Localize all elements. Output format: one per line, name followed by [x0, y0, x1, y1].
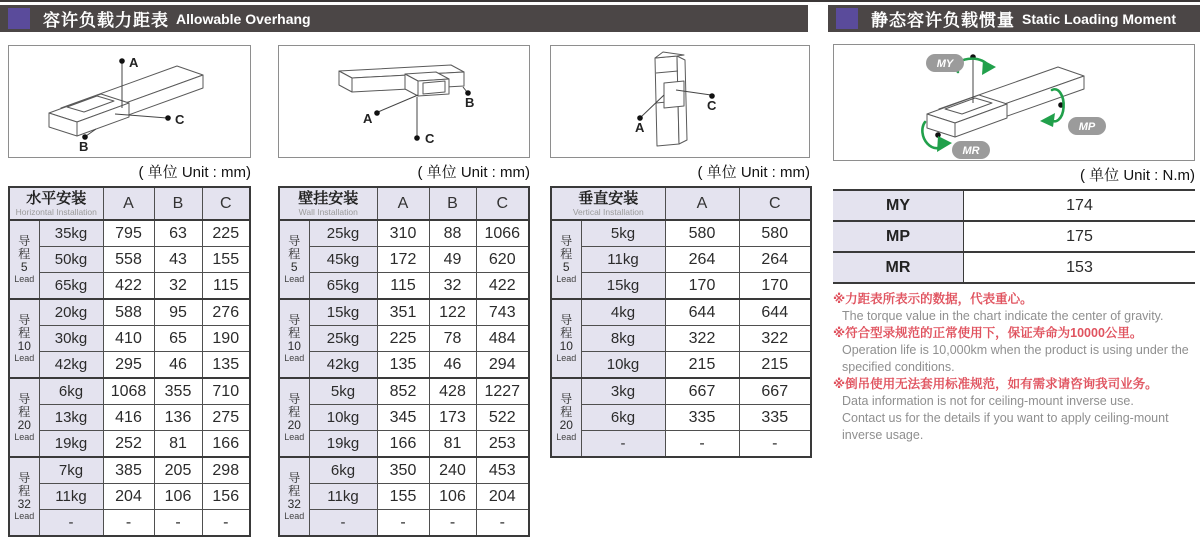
- value-cell: 335: [665, 405, 739, 431]
- point-a-label: A: [129, 55, 139, 70]
- table-row: [279, 299, 529, 326]
- mr-label: MR: [962, 145, 980, 157]
- value-cell: 298: [202, 457, 250, 484]
- table-row: [279, 431, 529, 458]
- value-cell: 644: [739, 299, 811, 326]
- point-a-dot: [374, 110, 380, 116]
- column-header-b: B: [429, 187, 476, 220]
- unit-label: ( 单位 Unit : mm): [417, 164, 530, 181]
- value-cell: 335: [739, 405, 811, 431]
- load-cell: 19kg: [309, 431, 377, 458]
- moment-label: MP: [833, 221, 964, 252]
- section-title-en: Static Loading Moment: [1022, 10, 1176, 27]
- lead-cn-char: 导: [288, 471, 301, 485]
- lead-cell: [551, 299, 581, 378]
- table-row: [9, 457, 250, 484]
- table-row: [279, 484, 529, 510]
- accent-square-icon: [836, 8, 858, 29]
- value-cell: 65: [154, 326, 202, 352]
- lead-cn-char: 程: [18, 484, 31, 498]
- point-b-label: B: [465, 95, 475, 110]
- lead-en: Lead: [14, 274, 35, 284]
- horizontal-installation-column: [8, 45, 251, 537]
- lead-number: 10: [17, 339, 31, 353]
- value-cell: 136: [154, 405, 202, 431]
- value-cell: 580: [665, 220, 739, 247]
- lead-cell: [9, 457, 39, 536]
- load-cell: 8kg: [581, 326, 665, 352]
- note-line-en: Contact us for the details if you want to apply ceiling-mount: [842, 411, 1169, 425]
- value-cell: 264: [665, 247, 739, 273]
- lead-number: 20: [559, 418, 573, 432]
- value-cell: -: [377, 510, 429, 537]
- load-cell: 6kg: [581, 405, 665, 431]
- note-line-en: specified conditions.: [842, 360, 955, 374]
- table-row: [551, 378, 811, 405]
- value-cell: 240: [429, 457, 476, 484]
- page-top-rule: [0, 0, 1200, 2]
- wall-installation-diagram: [278, 45, 530, 158]
- value-cell: 355: [154, 378, 202, 405]
- table-title: [279, 187, 377, 220]
- table-row: [279, 405, 529, 431]
- lead-en: Lead: [284, 274, 305, 284]
- value-cell: 166: [377, 431, 429, 458]
- load-cell: 5kg: [309, 378, 377, 405]
- moment-label: MY: [833, 190, 964, 221]
- note-line-en: inverse usage.: [842, 428, 924, 442]
- lead-number: 20: [287, 418, 301, 432]
- lead-cell: [279, 299, 309, 378]
- section-title-cn: 容许负载力距表: [43, 11, 169, 30]
- value-cell: 453: [476, 457, 529, 484]
- lead-cn-char: 程: [18, 326, 31, 340]
- point-a-dot: [119, 58, 125, 64]
- load-cell: 10kg: [581, 352, 665, 379]
- lead-number: 10: [559, 339, 573, 353]
- load-cell: 35kg: [39, 220, 103, 247]
- unit-label: ( 单位 Unit : N.m): [1080, 167, 1195, 184]
- note-line-cn: ※力距表所表示的数据，代表重心。: [833, 292, 1033, 306]
- value-cell: 122: [429, 299, 476, 326]
- lead-number: 5: [20, 260, 28, 274]
- value-cell: 350: [377, 457, 429, 484]
- table-title-cn: 水平安装: [26, 189, 87, 207]
- section-header-allowable-overhang: [0, 5, 808, 32]
- moment-row: [833, 252, 1195, 283]
- lead-number: 10: [287, 339, 301, 353]
- moment-value: 174: [964, 190, 1196, 221]
- lead-cn-char: 导: [288, 234, 301, 248]
- lead-cell: [9, 299, 39, 378]
- value-cell: 264: [739, 247, 811, 273]
- unit-label: ( 单位 Unit : mm): [138, 164, 251, 181]
- load-cell: 50kg: [39, 247, 103, 273]
- value-cell: 156: [202, 484, 250, 510]
- value-cell: 106: [154, 484, 202, 510]
- value-cell: 276: [202, 299, 250, 326]
- section-title-cn: 静态容许负载惯量: [871, 11, 1015, 30]
- table-row: [551, 220, 811, 247]
- value-cell: 667: [739, 378, 811, 405]
- table-row: [279, 326, 529, 352]
- value-cell: 190: [202, 326, 250, 352]
- value-cell: 205: [154, 457, 202, 484]
- load-cell: 10kg: [309, 405, 377, 431]
- value-cell: 155: [202, 247, 250, 273]
- value-cell: 422: [476, 273, 529, 300]
- table-row: [551, 299, 811, 326]
- note-line-en: Operation life is 10,000km when the product is using under the: [842, 343, 1189, 357]
- column-header-b: B: [154, 187, 202, 220]
- lead-cell: [279, 220, 309, 299]
- table-row: [9, 273, 250, 300]
- value-cell: 294: [476, 352, 529, 379]
- table-row: [9, 299, 250, 326]
- table-row: [9, 220, 250, 247]
- column-header-c: C: [476, 187, 529, 220]
- wall-installation-column: [278, 45, 530, 537]
- lead-cn-char: 导: [18, 313, 31, 327]
- value-cell: 106: [429, 484, 476, 510]
- mr-arrowhead: [937, 136, 952, 152]
- value-cell: 115: [202, 273, 250, 300]
- value-cell: 252: [103, 431, 154, 458]
- point-b-label: B: [79, 139, 89, 154]
- lead-cn-char: 程: [18, 405, 31, 419]
- value-cell: 32: [154, 273, 202, 300]
- value-cell: 588: [103, 299, 154, 326]
- table-row: [9, 247, 250, 273]
- value-cell: 115: [377, 273, 429, 300]
- value-cell: 155: [377, 484, 429, 510]
- load-cell: -: [39, 510, 103, 537]
- table-title-en: Vertical Installation: [572, 206, 644, 217]
- vertical-installation-column: [550, 45, 810, 458]
- lead-number: 32: [287, 497, 301, 511]
- section-title-en: Allowable Overhang: [176, 10, 311, 27]
- load-cell: 30kg: [39, 326, 103, 352]
- section-header-static-loading-moment: [828, 5, 1200, 32]
- table-row: [9, 431, 250, 458]
- note-line-cn: ※符合型录规范的正常使用下，保证寿命为10000公里。: [833, 326, 1143, 340]
- wall-installation-table: [278, 186, 530, 537]
- value-cell: 170: [739, 273, 811, 300]
- lead-cn-char: 程: [18, 247, 31, 261]
- column-header-a: A: [377, 187, 429, 220]
- lead-cn-char: 导: [560, 234, 573, 248]
- load-cell: 65kg: [309, 273, 377, 300]
- load-cell: 45kg: [309, 247, 377, 273]
- table-row: [9, 378, 250, 405]
- table-title: [551, 187, 665, 220]
- value-cell: 522: [476, 405, 529, 431]
- static-loading-moment-column: [833, 44, 1195, 444]
- lead-en: Lead: [14, 511, 35, 521]
- table-row: [551, 405, 811, 431]
- lead-cn-char: 导: [18, 392, 31, 406]
- table-title-cn: 壁挂安装: [298, 189, 359, 207]
- value-cell: 225: [202, 220, 250, 247]
- lead-en: Lead: [14, 432, 35, 442]
- value-cell: 743: [476, 299, 529, 326]
- value-cell: -: [429, 510, 476, 537]
- value-cell: 63: [154, 220, 202, 247]
- lead-cn-char: 程: [560, 326, 573, 340]
- moment-label: MR: [833, 252, 964, 283]
- footnotes: [833, 291, 1195, 444]
- load-cell: 25kg: [309, 326, 377, 352]
- lead-en: Lead: [284, 432, 305, 442]
- value-cell: 46: [429, 352, 476, 379]
- lead-number: 20: [17, 418, 31, 432]
- point-c-label: C: [425, 131, 435, 146]
- value-cell: 416: [103, 405, 154, 431]
- note-line-en: The torque value in the chart indicate the center of gravity.: [842, 309, 1164, 323]
- value-cell: 410: [103, 326, 154, 352]
- table-row: [551, 247, 811, 273]
- value-cell: 620: [476, 247, 529, 273]
- column-header-c: C: [202, 187, 250, 220]
- table-row: [9, 405, 250, 431]
- lead-en: Lead: [556, 432, 577, 442]
- load-cell: 15kg: [581, 273, 665, 300]
- lead-cell: [551, 220, 581, 299]
- value-cell: 385: [103, 457, 154, 484]
- table-row: [279, 457, 529, 484]
- value-cell: 78: [429, 326, 476, 352]
- table-row: [9, 326, 250, 352]
- load-cell: 5kg: [581, 220, 665, 247]
- table-row: [551, 431, 811, 458]
- value-cell: 795: [103, 220, 154, 247]
- load-cell: 6kg: [309, 457, 377, 484]
- rail-moment-icon: [834, 45, 1192, 160]
- lead-number: 5: [290, 260, 298, 274]
- table-row: [279, 378, 529, 405]
- accent-square-icon: [8, 8, 30, 29]
- load-cell: -: [581, 431, 665, 458]
- value-cell: 204: [103, 484, 154, 510]
- value-cell: -: [739, 431, 811, 458]
- value-cell: 135: [377, 352, 429, 379]
- table-row: [279, 247, 529, 273]
- table-row: [279, 220, 529, 247]
- table-row: [279, 510, 529, 537]
- point-a-label: A: [635, 120, 645, 135]
- lead-number: 32: [17, 497, 31, 511]
- value-cell: 43: [154, 247, 202, 273]
- table-title-en: Horizontal Installation: [15, 206, 97, 217]
- table-title-cn: 垂直安装: [578, 189, 639, 207]
- load-cell: 11kg: [39, 484, 103, 510]
- value-cell: 1066: [476, 220, 529, 247]
- value-cell: -: [665, 431, 739, 458]
- lead-cn-char: 导: [560, 392, 573, 406]
- moment-table: [833, 189, 1195, 284]
- value-cell: 351: [377, 299, 429, 326]
- table-row: [9, 484, 250, 510]
- lead-en: Lead: [284, 353, 305, 363]
- lead-en: Lead: [14, 353, 35, 363]
- lead-cn-char: 导: [288, 313, 301, 327]
- lead-cn-char: 导: [288, 392, 301, 406]
- lead-cn-char: 导: [18, 234, 31, 248]
- value-cell: 1227: [476, 378, 529, 405]
- value-cell: 484: [476, 326, 529, 352]
- value-cell: 170: [665, 273, 739, 300]
- point-c-label: C: [175, 112, 185, 127]
- load-cell: 42kg: [39, 352, 103, 379]
- load-cell: 42kg: [309, 352, 377, 379]
- value-cell: 173: [429, 405, 476, 431]
- point-c-label: C: [707, 98, 717, 113]
- moment-diagram: [833, 44, 1195, 161]
- note-line-en: Data information is not for ceiling-mount inverse use.: [842, 394, 1134, 408]
- value-cell: 580: [739, 220, 811, 247]
- value-cell: 32: [429, 273, 476, 300]
- table-title: [9, 187, 103, 220]
- value-cell: 46: [154, 352, 202, 379]
- mp-arrowhead: [1040, 113, 1055, 127]
- lead-cn-char: 程: [288, 326, 301, 340]
- lead-cn-char: 程: [288, 484, 301, 498]
- value-cell: 322: [665, 326, 739, 352]
- point-c-dot: [165, 115, 171, 121]
- value-cell: 81: [154, 431, 202, 458]
- table-row: [9, 510, 250, 537]
- value-cell: -: [202, 510, 250, 537]
- point-c-dot: [414, 135, 420, 141]
- lead-cn-char: 导: [18, 471, 31, 485]
- my-arrowhead: [982, 60, 996, 75]
- load-cell: 11kg: [309, 484, 377, 510]
- value-cell: 1068: [103, 378, 154, 405]
- value-cell: 49: [429, 247, 476, 273]
- column-header-a: A: [665, 187, 739, 220]
- value-cell: 295: [103, 352, 154, 379]
- rail-wall-icon: [279, 46, 529, 157]
- value-cell: 852: [377, 378, 429, 405]
- load-cell: 4kg: [581, 299, 665, 326]
- value-cell: 275: [202, 405, 250, 431]
- load-cell: 6kg: [39, 378, 103, 405]
- load-cell: 65kg: [39, 273, 103, 300]
- table-row: [551, 326, 811, 352]
- value-cell: 95: [154, 299, 202, 326]
- load-cell: -: [309, 510, 377, 537]
- value-cell: 204: [476, 484, 529, 510]
- value-cell: 422: [103, 273, 154, 300]
- load-cell: 15kg: [309, 299, 377, 326]
- unit-label: ( 单位 Unit : mm): [697, 164, 810, 181]
- value-cell: -: [154, 510, 202, 537]
- value-cell: 215: [739, 352, 811, 379]
- note-line-cn: ※倒吊使用无法套用标准规范，如有需求请咨询我司业务。: [833, 377, 1158, 391]
- horizontal-installation-diagram: [8, 45, 251, 158]
- value-cell: 225: [377, 326, 429, 352]
- load-cell: 13kg: [39, 405, 103, 431]
- value-cell: 172: [377, 247, 429, 273]
- lead-cn-char: 程: [288, 405, 301, 419]
- table-row: [551, 352, 811, 379]
- moment-row: [833, 190, 1195, 221]
- value-cell: 215: [665, 352, 739, 379]
- value-cell: 558: [103, 247, 154, 273]
- lead-cell: [279, 378, 309, 457]
- table-title-en: Wall Installation: [298, 206, 358, 217]
- value-cell: 710: [202, 378, 250, 405]
- value-cell: 310: [377, 220, 429, 247]
- mp-label: MP: [1078, 121, 1096, 133]
- table-row: [551, 273, 811, 300]
- value-cell: 644: [665, 299, 739, 326]
- value-cell: 135: [202, 352, 250, 379]
- rail-isometric-icon: [9, 46, 250, 157]
- rail-vertical-icon: [551, 46, 809, 157]
- lead-cn-char: 程: [560, 405, 573, 419]
- lead-cn-char: 程: [288, 247, 301, 261]
- value-cell: 322: [739, 326, 811, 352]
- lead-cell: [9, 220, 39, 299]
- lead-cell: [551, 378, 581, 457]
- lead-number: 5: [562, 260, 570, 274]
- value-cell: 345: [377, 405, 429, 431]
- value-cell: -: [476, 510, 529, 537]
- vertical-installation-diagram: [550, 45, 810, 158]
- value-cell: -: [103, 510, 154, 537]
- value-cell: 81: [429, 431, 476, 458]
- load-cell: 25kg: [309, 220, 377, 247]
- lead-cn-char: 导: [560, 313, 573, 327]
- load-cell: 3kg: [581, 378, 665, 405]
- point-a-label: A: [363, 111, 373, 126]
- horizontal-installation-table: [8, 186, 251, 537]
- moment-value: 175: [964, 221, 1196, 252]
- load-cell: 20kg: [39, 299, 103, 326]
- lead-cn-char: 程: [560, 247, 573, 261]
- my-label: MY: [936, 58, 954, 70]
- load-cell: 19kg: [39, 431, 103, 458]
- value-cell: 88: [429, 220, 476, 247]
- moment-value: 153: [964, 252, 1196, 283]
- value-cell: 667: [665, 378, 739, 405]
- lead-en: Lead: [556, 274, 577, 284]
- column-header-c: C: [739, 187, 811, 220]
- moment-row: [833, 221, 1195, 252]
- lead-en: Lead: [556, 353, 577, 363]
- load-cell: 7kg: [39, 457, 103, 484]
- table-row: [9, 352, 250, 379]
- lead-cell: [9, 378, 39, 457]
- table-row: [279, 273, 529, 300]
- vertical-installation-table: [550, 186, 812, 458]
- table-row: [279, 352, 529, 379]
- value-cell: 166: [202, 431, 250, 458]
- load-cell: 11kg: [581, 247, 665, 273]
- column-header-a: A: [103, 187, 154, 220]
- lead-cell: [279, 457, 309, 536]
- value-cell: 253: [476, 431, 529, 458]
- value-cell: 428: [429, 378, 476, 405]
- lead-en: Lead: [284, 511, 305, 521]
